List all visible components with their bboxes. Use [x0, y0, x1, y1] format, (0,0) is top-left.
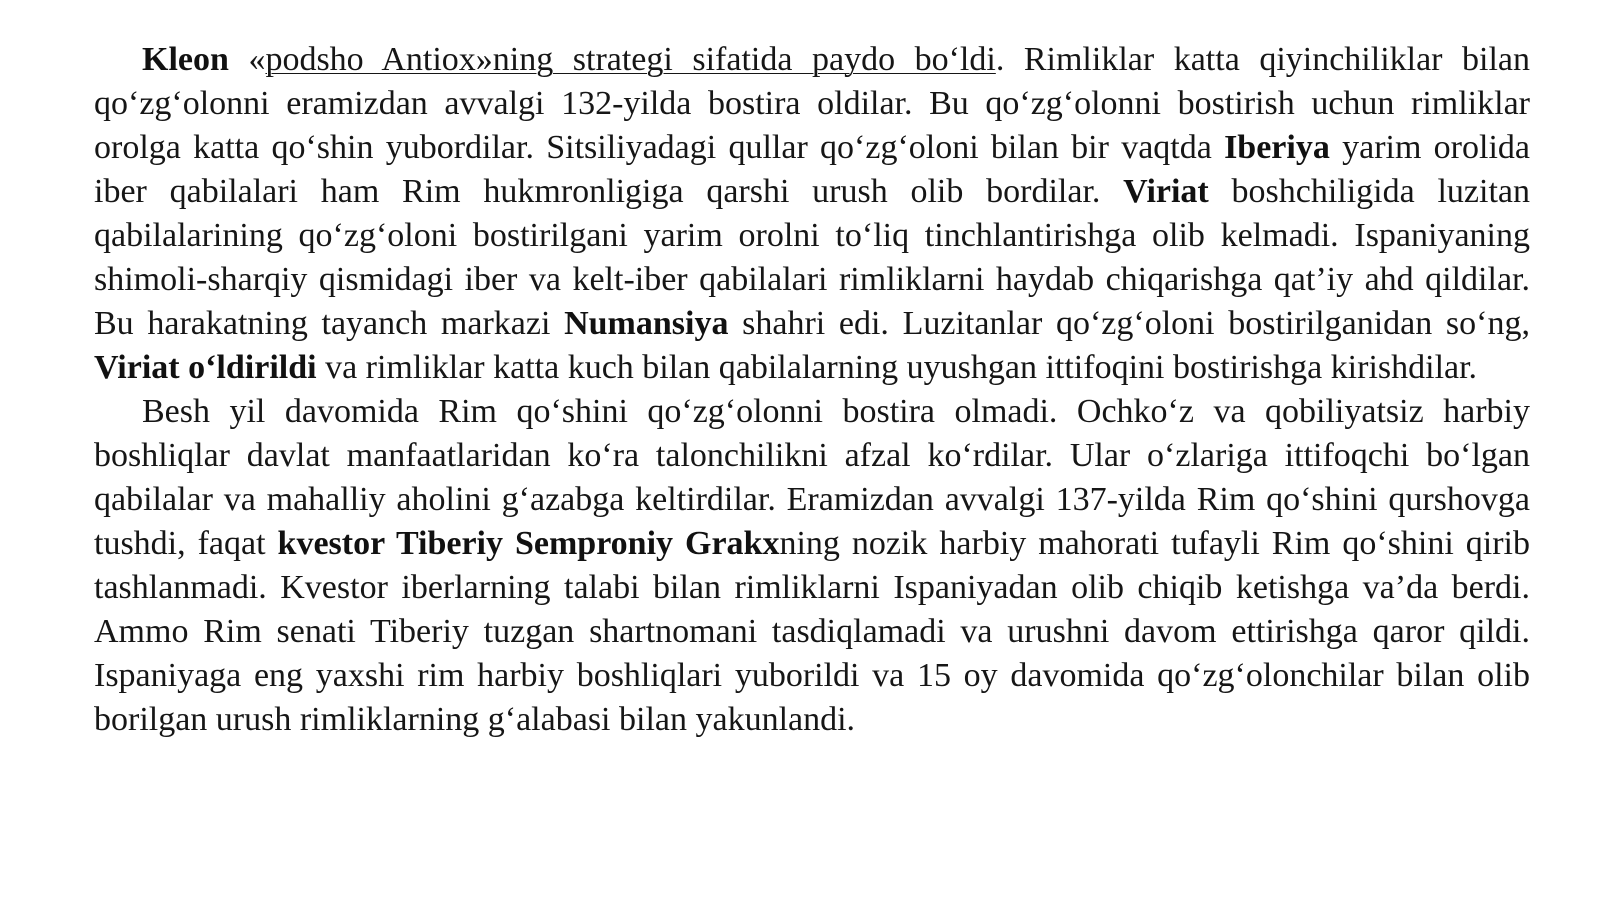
text-run: va rimliklar katta kuch bilan qabilalarning uyushgan ittifoqini bostirishga kirishdilar. — [316, 349, 1478, 386]
text-run: Besh yil davomida Rim qo‘shini qo‘zg‘olonni bostira olmadi. Ochko‘z va qobiliyatsiz harbiy boshliqlar davlat manfaatlaridan ko‘ra talonchilikni afzal ko‘rdilar. Ular o‘zlariga ittifoqchi bo‘lgan qabilalar va mahalliy aholini g‘azabga keltirdilar. Eramizdan avvalgi 137-yilda Rim qo‘shini qurshovga tushdi, faqat — [94, 393, 1530, 562]
text-run: . Rimliklar katta qiyinchiliklar bilan qo‘zg‘olonni eramizdan avvalgi 132-yilda bostira oldilar. Bu qo‘zg‘olonni bostirish uchun rimliklar orolga katta qo‘shin yubordilar. Sitsiliyadagi qullar qo‘zg‘oloni bilan bir vaqtda — [94, 41, 1531, 166]
bold-term: Viriat — [1123, 173, 1209, 210]
text-run: ning nozik harbiy mahorati tufayli Rim qo‘shini qirib tashlanmadi. Kvestor iberlarning talabi bilan rimliklarni Ispaniyadan olib chiqib ketishga va’da berdi. Ammo Rim senati Tiberiy tuzgan shartnomani tasdiqlamadi va urushni davom ettirishga qaror qildi. Ispaniyaga eng yaxshi rim harbiy boshliqlari yuborildi va 15 oy davomida qo‘zg‘olonchilar bilan olib borilgan urush rimliklarning g‘alabasi bilan yakunlandi. — [94, 525, 1531, 738]
text-run: shahri edi. Luzitanlar qo‘zg‘oloni bostirilganidan so‘ng, — [728, 305, 1530, 342]
bold-term: Iberiya — [1224, 129, 1330, 166]
text-run: yarim orolida iber qabilalari ham Rim hukmronligiga qarshi urush olib bordilar. — [94, 129, 1530, 210]
text-run: boshchiligida luzitan qabilalarining qo‘zg‘oloni bostirilgani yarim orolni to‘liq tinchlantirishga olib kelmadi. Ispaniyaning shimoli-sharqiy qismidagi iber va kelt-iber qabilalari rimliklarni haydab chiqarishga qat’iy ahd qildilar. Bu harakatning tayanch markazi — [94, 173, 1530, 342]
paragraph-besh-yil — [94, 390, 1530, 742]
bold-term: Kleon — [142, 41, 229, 78]
bold-term: Numansiya — [564, 305, 729, 342]
bold-term: Viriat o‘ldirildi — [94, 349, 317, 386]
paragraph-kleon — [94, 38, 1530, 390]
document-body — [94, 38, 1530, 742]
underlined-phrase: podsho Antiox»ning strategi sifatida paydo bo‘ldi — [265, 41, 996, 78]
bold-term: kvestor Tiberiy Semproniy Grakx — [277, 525, 780, 562]
text-run: « — [228, 41, 266, 78]
